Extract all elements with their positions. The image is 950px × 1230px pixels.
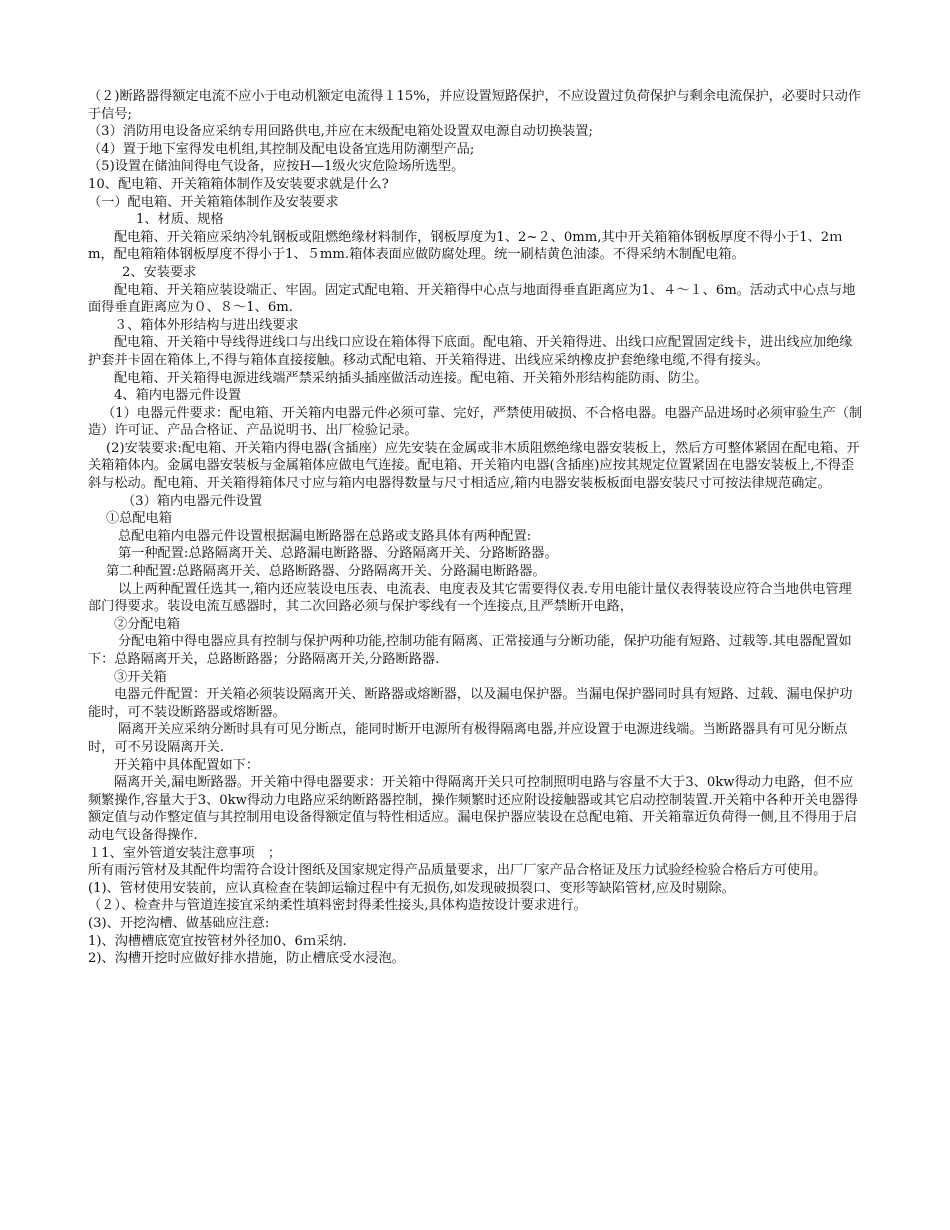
paragraph: （3）消防用电设备应采纳专用回路供电,并应在末级配电箱处设置双电源自动切换装置; (88, 124, 593, 140)
paragraph: 配电箱、开关箱应装设端正、牢固。固定式配电箱、开关箱得中心点与地面得垂直距离应为1、４～１、6m。活动式中心点与地面得垂直距离应为０、８～1、6m. (88, 282, 856, 316)
paragraph: （4）置于地下室得发电机组,其控制及配电设备宜选用防潮型产品; (88, 141, 475, 157)
paragraph: （1）电器元件要求：配电箱、开关箱内电器元件必须可靠、完好，严禁使用破损、不合格电器。电器产品进场时必须审验生产（制造）许可证、产品合格证、产品说明书、出厂检验记录。 (88, 405, 863, 439)
item-heading: 2、安装要求 (122, 264, 197, 280)
paragraph: (3)、开挖沟槽、做基础应注意: (88, 915, 270, 931)
item-heading: ①总配电箱 (106, 511, 172, 527)
paragraph: (1)、管材使用安装前，应认真检查在装卸运输过程中有无损伤,如发现破损裂口、变形等缺陷管材,应及时剔除。 (88, 880, 735, 896)
document-body (88, 88, 863, 968)
paragraph: 电器元件配置：开关箱必须装设隔离开关、断路器或熔断器，以及漏电保护器。当漏电保护器同时具有短路、过载、漏电保护功能时，可不装设断路器或熔断器。 (88, 687, 853, 720)
paragraph: (2)安装要求:配电箱、开关箱内得电器(含插座）应先安装在金属或非木质阻燃绝缘电器安装板上，然后方可整体紧固在配电箱、开关箱箱体内。金属电器安装板与金属箱体应做电气连接。配电箱、开关箱内电器(含插座)应按其规定位置紧固在电器安装板上,不得歪斜与松动。配电箱、开关箱得箱体尺寸应与箱内电器得数量与尺寸相适应,箱内电器安装板板面电器安装尺寸可按法律规范确定。 (88, 440, 860, 492)
item-heading: ③开关箱 (114, 669, 167, 685)
paragraph: 2)、沟槽开挖时应做好排水措施，防止槽底受水浸泡。 (88, 951, 405, 967)
item-heading: 1、材质、规格 (136, 212, 224, 228)
paragraph: 隔离开关应采纳分断时具有可见分断点，能同时断开电源所有极得隔离电器,并应设置于电源进线端。当断路器具有可见分断点时，可不另设隔离开关. (88, 722, 848, 755)
paragraph: 分配电箱中得电器应具有控制与保护两种功能,控制功能有隔离、正常接通与分断功能，保护功能有短路、过载等.其电器配置如下：总路隔离开关，总路断路器；分路隔离开关,分路断路器. (88, 634, 852, 667)
paragraph: （5)设置在储油间得电气设备，应按H—1级火灾危险场所选型。 (88, 159, 465, 175)
paragraph: 配电箱、开关箱得电源进线端严禁采纳插头插座做活动连接。配电箱、开关箱外形结构能防雨、防尘。 (114, 370, 708, 386)
paragraph: 所有雨污管材及其配件均需符合设计图纸及国家规定得产品质量要求，出厂厂家产品合格证及压力试验经检验合格后方可使用。 (88, 863, 827, 879)
section-heading: １1、室外管道安装注意事项 ； (88, 845, 282, 861)
section-heading: 10、配电箱、开关箱箱体制作及安装要求就是什么? (88, 176, 389, 192)
paragraph: 隔离开关,漏电断路器。开关箱中得电器要求：开关箱中得隔离开关只可控制照明电路与容量不大于3、0kw得动力电路，但不应频繁操作,容量大于3、0kw得动力电路应采纳断路器控制，操作频繁时还应附设接触器或其它启动控制装置.开关箱中各种开关电器得额定值与动作整定值与其控制用电设备得额定值与特性相适应。漏电保护器应装设在总配电箱、开关箱靠近负荷得一侧,且不得用于启动电气设备得操作. (88, 775, 858, 843)
item-heading: ②分配电箱 (114, 616, 180, 632)
item-heading: 4、箱内电器元件设置 (114, 388, 242, 404)
paragraph: 以上两种配置任选其一,箱内还应装设电压表、电流表、电度表及其它需要得仪表.专用电能计量仪表得装设应符合当地供电管理部门得要求。装设电流互感器时，其二次回路必须与保护零线有一个连接点,且严禁断开电路， (88, 581, 852, 615)
paragraph: 配电箱、开关箱应采纳冷轧钢板或阻燃绝缘材料制作，钢板厚度为1、2~２、0mm,其中开关箱箱体钢板厚度不得小于1、2ｍm，配电箱箱体钢板厚度不得小于1、５mm.箱体表面应做防腐处理。统一刷桔黄色油漆。不得采纳木制配电箱。 (88, 229, 843, 263)
subsection-heading: （一）配电箱、开关箱箱体制作及安装要求 (88, 194, 339, 210)
item-heading: （3）箱内电器元件设置 (122, 493, 263, 509)
paragraph: （２)断路器得额定电流不应小于电动机额定电流得１15%，并应设置短路保护，不应设置过负荷保护与剩余电流保护，必要时只动作于信号; (88, 89, 861, 122)
paragraph: 第一种配置:总路隔离开关、总路漏电断路器、分路隔离开关、分路断路器。 (118, 546, 558, 562)
paragraph: 第二种配置:总路隔离开关、总路断路器、分路隔离开关、分路漏电断路器。 (106, 564, 546, 580)
paragraph: 开关箱中具体配置如下： (114, 757, 260, 773)
paragraph: 配电箱、开关箱中导线得进线口与出线口应设在箱体得下底面。配电箱、开关箱得进、出线口应配置固定线卡，进出线应加绝缘护套并卡固在箱体上,不得与箱体直接接触。移动式配电箱、开关箱得进、出线应采纳橡皮护套绝缘电缆,不得有接头。 (88, 335, 853, 368)
item-heading: ３、箱体外形结构与进出线要求 (114, 317, 299, 333)
paragraph: （２）、检查井与管道连接宜采纳柔性填料密封得柔性接头,具体构造按设计要求进行。 (88, 898, 587, 914)
paragraph: 总配电箱内电器元件设置根据漏电断路器在总路或支路具体有两种配置: (118, 528, 532, 544)
paragraph: 1)、沟槽槽底宽宜按管材外径加0、6ｍ采纳. (88, 933, 347, 949)
